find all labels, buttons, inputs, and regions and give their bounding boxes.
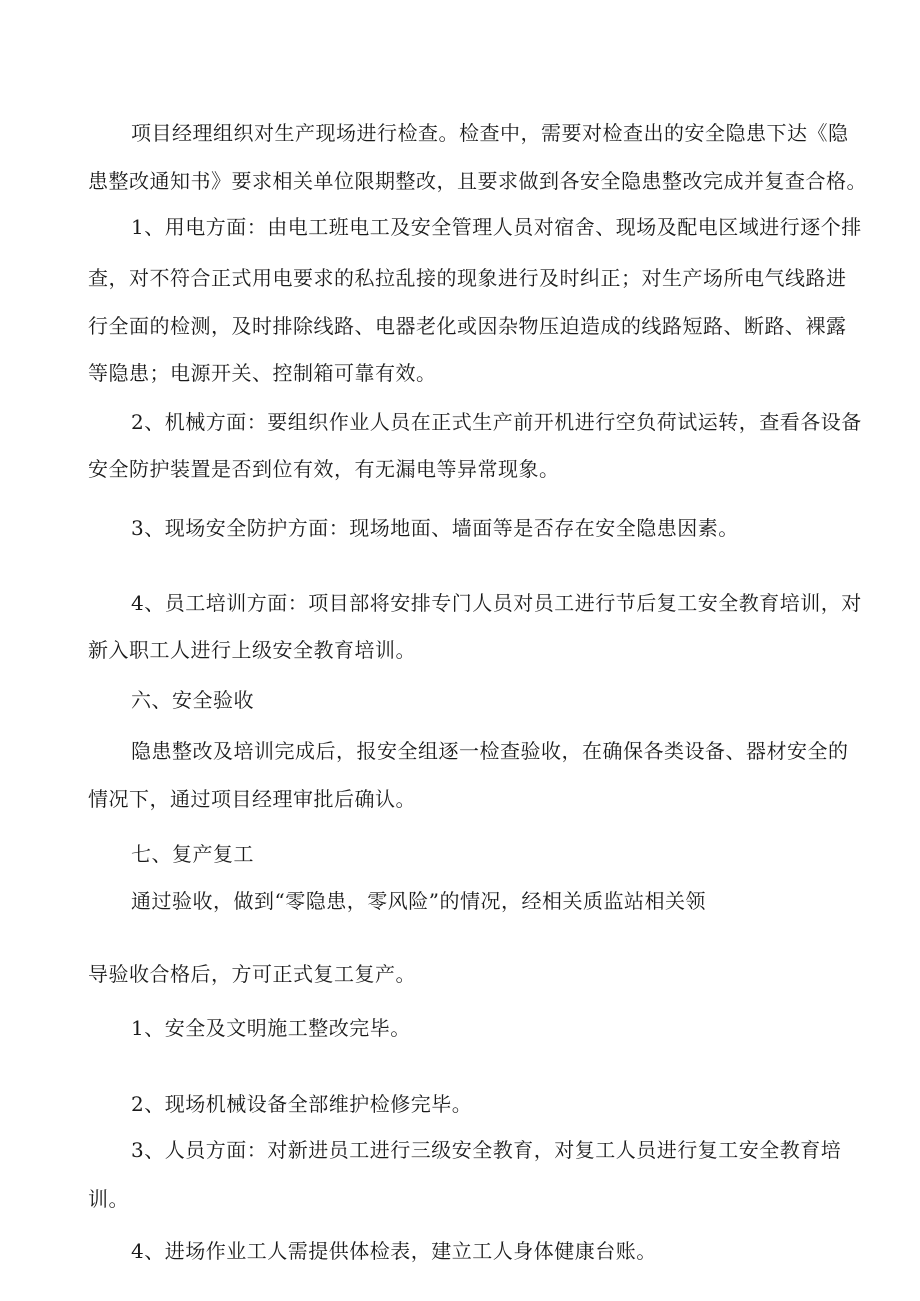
paragraph-line: 3、现场安全防护方面：现场地面、墙面等是否存在安全隐患因素。 — [131, 516, 739, 540]
paragraph-line: 安全防护装置是否到位有效，有无漏电等异常现象。 — [88, 457, 560, 481]
list-item: 1、安全及文明施工整改完毕。 — [131, 1016, 411, 1040]
section-heading: 六、安全验收 — [131, 688, 254, 712]
paragraph-line: 情况下，通过项目经理审批后确认。 — [88, 787, 416, 811]
list-item: 3、人员方面：对新进员工进行三级安全教育，对复工人员进行复工安全教育培 — [131, 1138, 842, 1162]
paragraph-line: 1、用电方面：由电工班电工及安全管理人员对宿舍、现场及配电区域进行逐个排 — [131, 215, 862, 239]
paragraph-line: 项目经理组织对生产现场进行检查。检查中，需要对检查出的安全隐患下达《隐 — [131, 121, 849, 145]
paragraph-line: 新入职工人进行上级安全教育培训。 — [88, 638, 416, 662]
paragraph-line: 导验收合格后，方可正式复工复产。 — [88, 962, 416, 986]
paragraph-line: 4、员工培训方面：项目部将安排专门人员对员工进行节后复工安全教育培训，对 — [131, 591, 862, 615]
list-item: 2、现场机械设备全部维护检修完毕。 — [131, 1092, 473, 1116]
paragraph-line: 患整改通知书》要求相关单位限期整改，且要求做到各安全隐患整改完成并复查合格。 — [88, 169, 867, 193]
paragraph-line: 隐患整改及培训完成后，报安全组逐一检查验收，在确保各类设备、器材安全的 — [131, 739, 849, 763]
list-item: 4、进场作业工人需提供体检表，建立工人身体健康台账。 — [131, 1239, 657, 1263]
section-heading: 七、复产复工 — [131, 842, 254, 866]
paragraph-line: 行全面的检测，及时排除线路、电器老化或因杂物压迫造成的线路短路、断路、裸露 — [88, 314, 847, 338]
paragraph-line: 查，对不符合正式用电要求的私拉乱接的现象进行及时纠正；对生产场所电气线路进 — [88, 266, 847, 290]
paragraph-line: 通过验收，做到“零隐患，零风险”的情况，经相关质监站相关领 — [131, 889, 706, 913]
paragraph-line: 2、机械方面：要组织作业人员在正式生产前开机进行空负荷试运转，查看各设备 — [131, 410, 862, 434]
paragraph-line: 训。 — [88, 1187, 129, 1211]
paragraph-line: 等隐患；电源开关、控制箱可靠有效。 — [88, 361, 437, 385]
